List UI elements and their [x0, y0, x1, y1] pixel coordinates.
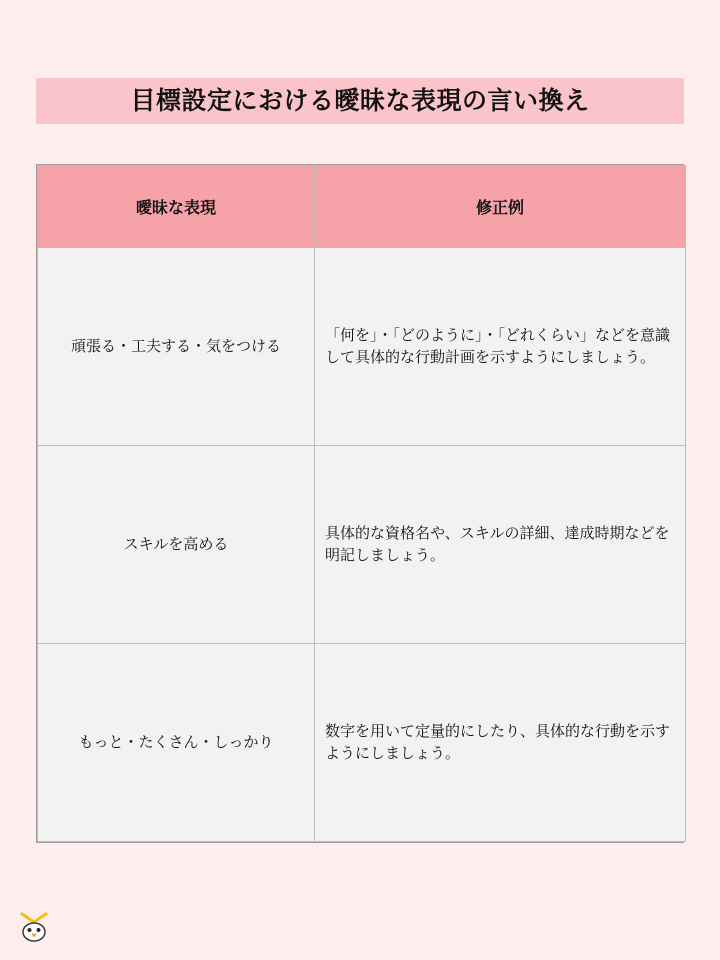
cell-revised-example — [315, 446, 686, 644]
table-header-row — [38, 166, 686, 248]
cell-revised-example — [315, 644, 686, 842]
comparison-table — [36, 164, 684, 843]
slide-title-banner — [36, 78, 684, 124]
owl-icon — [14, 908, 56, 944]
cell-revised-example-text: 「何を」・「どのように」・「どれくらい」などを意識して具体的な行動計画を示すようにしましょう。 — [325, 326, 671, 366]
cell-revised-example-text: 具体的な資格名や、スキルの詳細、達成時期などを明記しましょう。 — [325, 524, 670, 564]
page-title: 目標設定における曖昧な表現の言い換え — [130, 86, 590, 115]
table-row — [38, 248, 686, 446]
table-row — [38, 644, 686, 842]
table-row — [38, 446, 686, 644]
column-header-vague: 曖昧な表現 — [38, 166, 315, 248]
cell-revised-example — [315, 248, 686, 446]
cell-vague-expression: もっと・たくさん・しっかり — [38, 644, 315, 842]
cell-vague-expression: 頑張る・工夫する・気をつける — [38, 248, 315, 446]
cell-vague-expression: スキルを高める — [38, 446, 315, 644]
cell-revised-example-text: 数字を用いて定量的にしたり、具体的な行動を示すようにしましょう。 — [325, 722, 671, 762]
column-header-revised: 修正例 — [315, 166, 686, 248]
